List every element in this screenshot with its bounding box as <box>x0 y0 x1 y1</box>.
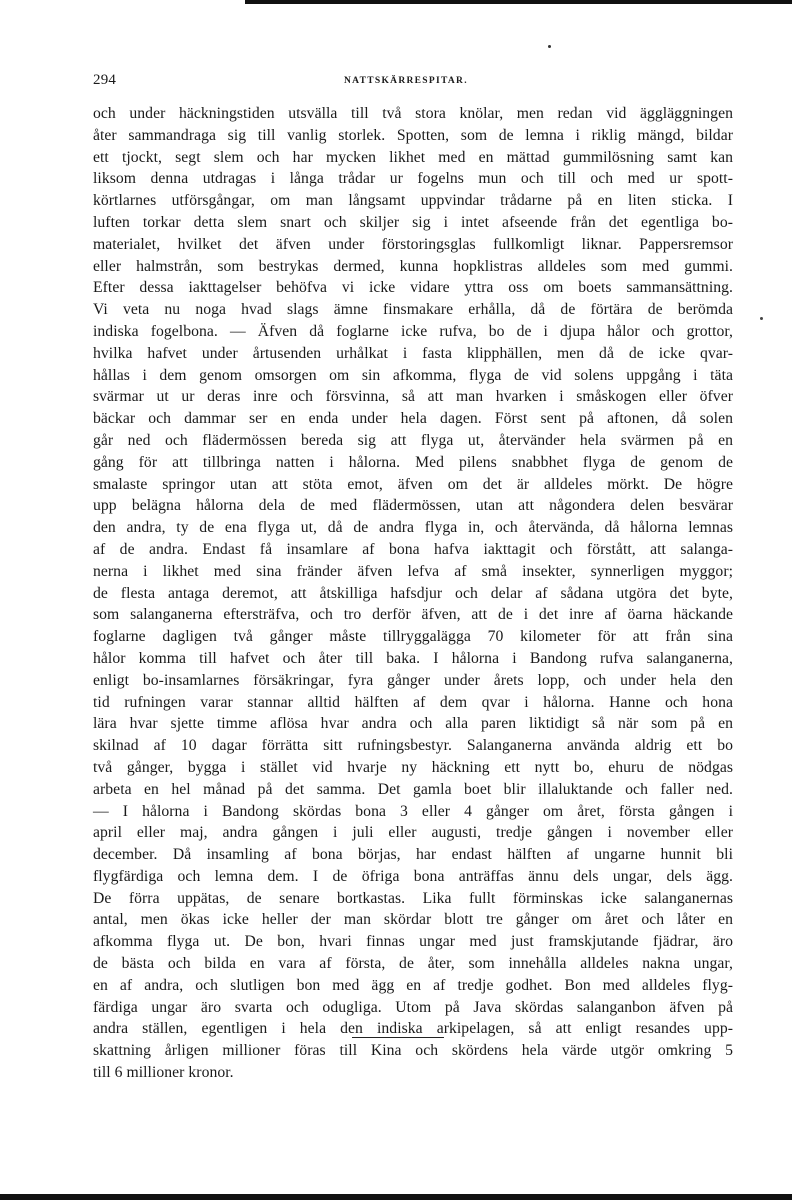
scan-speck <box>548 45 551 48</box>
text-line: lära hvar sjette timme aflösa hvar andra och alla paren liktidigt så när som på en <box>93 715 733 733</box>
text-line: två gånger, bygga i stället vid hvarje ny häckning ett nytt bo, ehuru de nödgas <box>93 758 733 776</box>
text-line: och under häckningstiden utsvälla till två stora knölar, men redan vid äggläggningen <box>93 105 733 122</box>
text-line: hålor komma till hafvet och åter till baka. I hålorna i Bandong rufva salanganerna, <box>93 649 733 667</box>
bottom-scan-border <box>0 1194 792 1200</box>
text-line: Vi veta nu noga hvad slags ämne finsmakare erhålla, då de förtära de berömda <box>93 301 733 319</box>
text-line: upp belägna hålorna dela de med flädermössen, utan att någondera delen besvärar <box>93 497 733 515</box>
page-number: 294 <box>93 72 117 88</box>
text-line: liksom denna utdragas i långa trådar ur fogelns mun och till och med ur spott- <box>93 170 733 188</box>
text-line: materialet, hvilket det äfven under förstoringsglas fullkomligt liknar. Pappersremsor <box>93 235 733 253</box>
text-line: de bästa och bilda en vara af första, de åter, som innehålla alldeles nakna ungar, <box>93 955 733 973</box>
text-line: eller halmstrån, som bestrykas dermed, kunna hopklistras alldeles som med gummi. <box>93 257 733 275</box>
text-line: går ned och flädermössen bereda sig att flyga ut, återvänder hela svärmen på en <box>93 431 733 449</box>
text-line: bäckar och dammar ser en enda under hela dagen. Först sent på aftonen, då solen <box>93 410 733 428</box>
text-line: smalaste springor utan att stöta emot, äfven om det är alldeles mörkt. De högre <box>93 475 733 493</box>
text-line: svärmar ut ur deras inre och försvinna, så att man hvarken i småskogen eller öfver <box>93 388 733 406</box>
text-line: till 6 millioner kronor. <box>93 1064 234 1082</box>
text-line: luften torkar detta slem snart och skiljer sig i intet afseende från det egentliga bo- <box>93 213 733 231</box>
text-line: april eller maj, andra gången i juli eller augusti, tredje gången i november eller <box>93 824 733 842</box>
text-line: Efter dessa iakttagelser behöfva vi icke vidare yttra oss om boets sammansättning. <box>93 279 733 297</box>
text-line: tid rufningen varar stannar alltid hälften af dem qvar i hålorna. Hanne och hona <box>93 693 733 711</box>
text-line: de flesta antaga deremot, att åtskilliga hafsdjur och delar af sådana utgöra det byte, <box>93 584 733 602</box>
text-line: december. Då insamling af bona börjas, har endast hälften af ungarne hunnit bli <box>93 846 733 864</box>
text-line: antal, men ökas icke heller der man skördar blott tre gånger om året och låter en <box>93 911 733 929</box>
text-line: körtlarnes utförsgångar, om man långsamt uppvindar trådarne på en liten sticka. I <box>93 192 733 210</box>
text-line: flygfärdiga och lemna dem. I de öfriga bona anträffas ännu dels ungar, dels ägg. <box>93 867 733 885</box>
text-line: af de andra. Endast få insamlare af bona hafva iakttagit och förstått, att salanga- <box>93 540 733 558</box>
text-line: De förra uppätas, de senare bortkastas. Lika fullt förminskas icke salanganernas <box>93 889 733 907</box>
running-head: NATTSKÄRRESPITAR. <box>344 76 468 86</box>
text-line: afkomma flyga ut. De bon, hvari finnas ungar med just framskjutande fjädrar, äro <box>93 933 733 951</box>
text-line: arbeta en hel månad på det samma. Det gamla boet blir illaluktande och faller ned. <box>93 780 733 798</box>
text-line: skilnad af 10 dagar förrätta sitt rufningsbestyr. Salanganerna använda aldrig ett bo <box>93 737 733 755</box>
text-line: färdiga ungar äro svarta och odugliga. Utom på Java skördas salanganbon äfven på <box>93 998 733 1016</box>
section-end-rule <box>352 1037 444 1038</box>
text-line: indiska fogelbona. — Äfven då foglarne icke rufva, bo de i djupa hålor och grottor, <box>93 322 733 340</box>
scan-speck <box>760 317 763 320</box>
text-line: skattning årligen millioner föras till Kina och skördens hela värde utgör omkring 5 <box>93 1042 733 1060</box>
text-line: andra ställen, egentligen i hela den indiska arkipelagen, så att enligt resandes upp- <box>93 1020 733 1038</box>
body-text <box>93 103 733 1084</box>
text-line: åter sammandraga sig till vanlig storlek. Spotten, som de lemna i riklig mängd, bildar <box>93 126 733 144</box>
text-line: — I hålorna i Bandong skördas bona 3 eller 4 gånger om året, första gången i <box>93 802 733 820</box>
text-line: en af andra, och slutligen bon med ägg en af tredje godhet. Bon med alldeles flyg- <box>93 976 733 994</box>
text-line: ett tjockt, segt slem och har mycken likhet med en mättad gummilösning samt kan <box>93 148 733 166</box>
text-line: foglarne dagligen två gånger måste tillryggalägga 70 kilometer för att från sina <box>93 628 733 646</box>
text-line: hvilka hafvet under årtusenden urhålkat i fasta klipphällen, men då de icke qvar- <box>93 344 733 362</box>
text-line: den andra, ty de ena flyga ut, då de andra flyga in, och återvända, då hålorna lemnas <box>93 519 733 537</box>
text-line: gång för att tillbringa natten i hålorna. Med pilens snabbhet flyga de genom de <box>93 453 733 471</box>
text-line: enligt bo-insamlarnes försäkringar, fyra gånger under årets lopp, och under hela den <box>93 671 733 689</box>
text-line: som salanganerna eftersträfva, och tro derför äfven, att de i det inre af öarna häckande <box>93 606 733 624</box>
text-line: nerna i likhet med sina fränder äfven lefva af små insekter, synnerligen myggor; <box>93 562 733 580</box>
top-scan-border <box>245 0 792 4</box>
text-line: hållas i dem genom omsorgen om sin afkomma, flyga de vid solens uppgång i täta <box>93 366 733 384</box>
